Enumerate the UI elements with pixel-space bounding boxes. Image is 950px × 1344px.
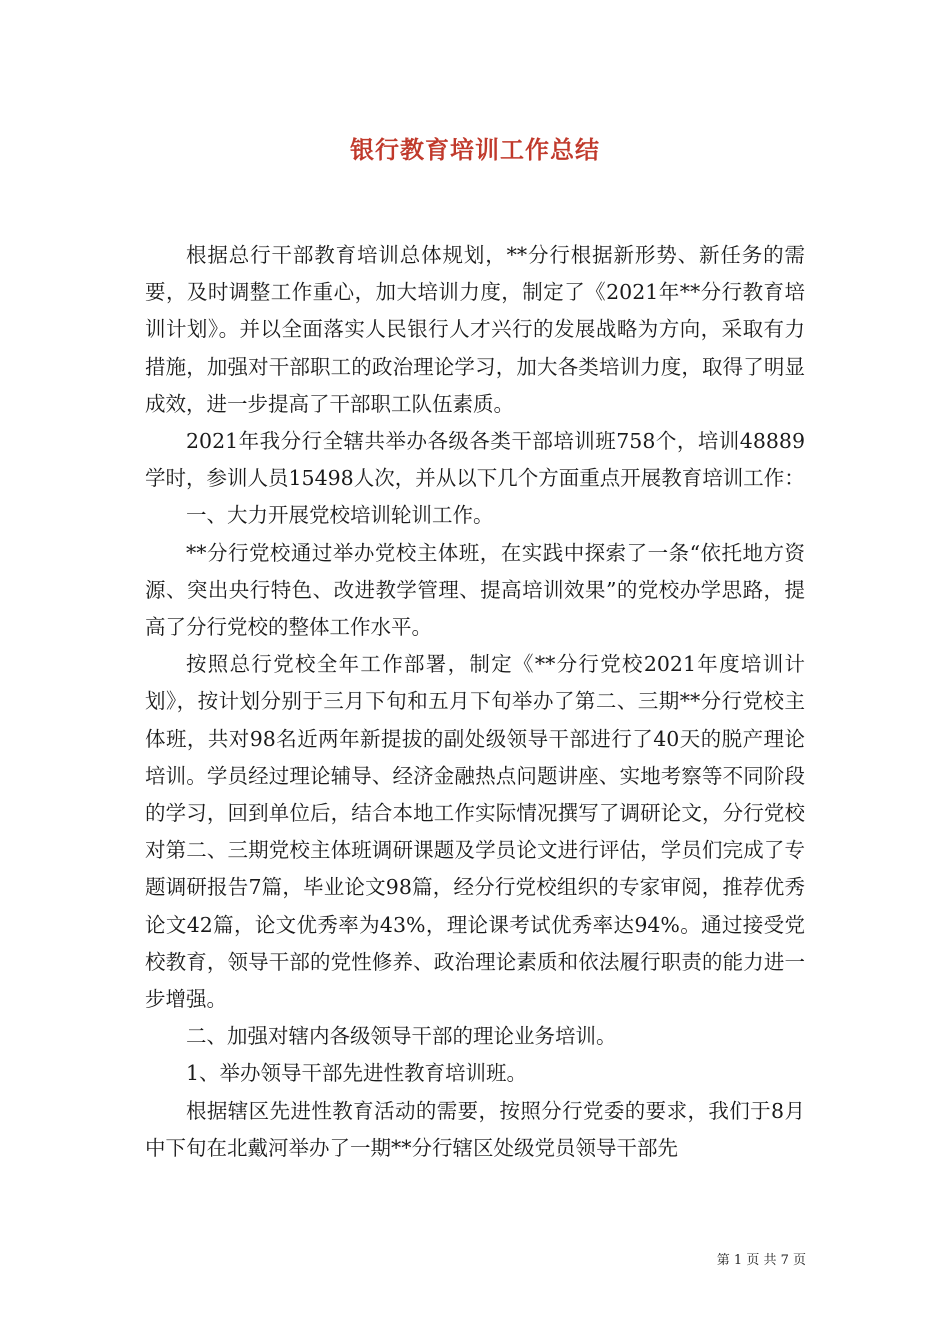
paragraph: 根据辖区先进性教育活动的需要，按照分行党委的要求，我们于8月中下旬在北戴河举办了一期**分行辖区处级党员领导干部先 [145, 1098, 805, 1160]
section-heading: 二、加强对辖内各级领导干部的理论业务培训。 [186, 1024, 617, 1049]
subsection-heading: 1、举办领导干部先进性教育培训班。 [186, 1061, 528, 1086]
section-heading: 一、大力开展党校培训轮训工作。 [186, 503, 494, 528]
paragraph: **分行党校通过举办党校主体班，在实践中探索了一条“依托地方资源、突出央行特色、改进教学管理、提高培训效果”的党校办学思路，提高了分行党校的整体工作水平。 [145, 540, 805, 640]
paragraph: 按照总行党校全年工作部署，制定《**分行党校2021年度培训计划》，按计划分别于三月下旬和五月下旬举办了第二、三期**分行党校主体班，共对98名近两年新提拔的副处级领导干部进行了40天的脱产理论培训。学员经过理论辅导、经济金融热点问题讲座、实地考察等不同阶段的学习，回到单位后，结合本地工作实际情况撰写了调研论文，分行党校对第二、三期党校主体班调研课题及学员论文进行评估，学员们完成了专题调研报告7篇，毕业论文98篇，经分行党校组织的专家审阅，推荐优秀论文42篇，论文优秀率为43%，理论课考试优秀率达94%。通过接受党校教育，领导干部的党性修养、政治理论素质和依法履行职责的能力进一步增强。 [145, 652, 805, 1012]
paragraph: 2021年我分行全辖共举办各级各类干部培训班758个，培训48889学时，参训人员15498人次，并从以下几个方面重点开展教育培训工作： [145, 429, 805, 491]
page-number: 第 1 页 共 7 页 [716, 1253, 806, 1268]
document-body [145, 237, 805, 1167]
paragraph: 根据总行干部教育培训总体规划，**分行根据新形势、新任务的需要，及时调整工作重心，加大培训力度，制定了《2021年**分行教育培训计划》。并以全面落实人民银行人才兴行的发展战略为方向，采取有力措施，加强对干部职工的政治理论学习，加大各类培训力度，取得了明显成效，进一步提高了干部职工队伍素质。 [145, 243, 805, 416]
document-title: 银行教育培训工作总结 [350, 135, 600, 164]
